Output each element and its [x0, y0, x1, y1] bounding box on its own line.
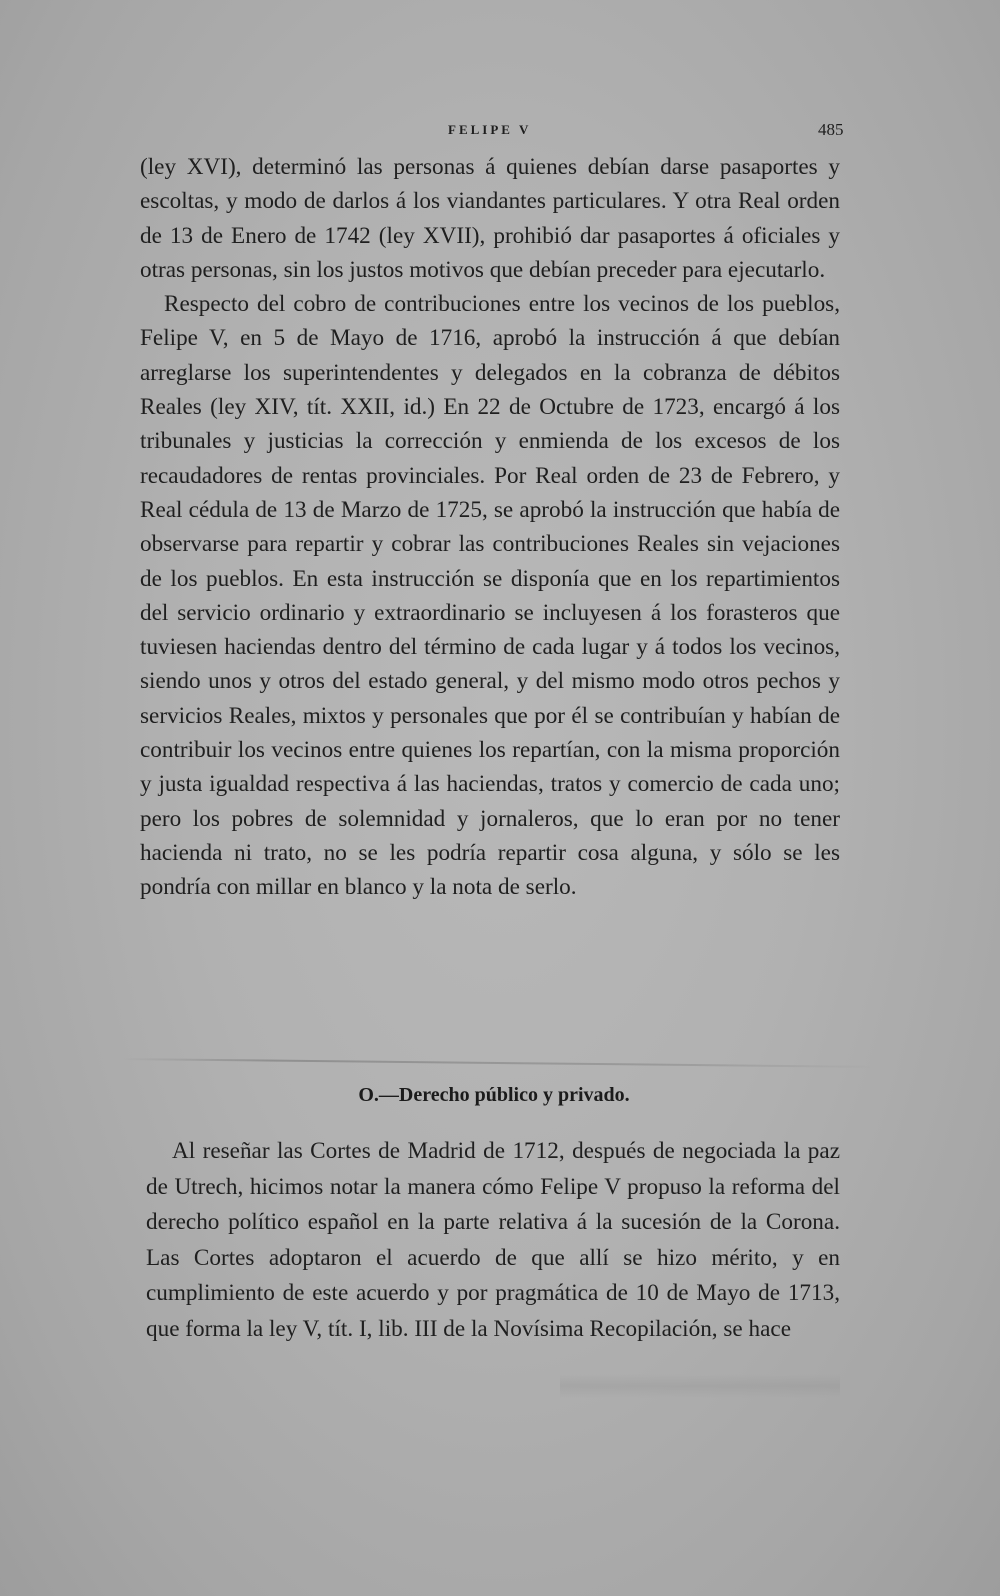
ink-bleed-through [560, 1374, 840, 1398]
main-text [140, 150, 840, 905]
running-title: FELIPE V [448, 122, 532, 137]
page-number: 485 [818, 120, 844, 139]
paper-fold-line [120, 1058, 880, 1068]
paragraph: (ley XVI), determinó las personas á quienes debían darse pasaportes y escoltas, y modo de darlos á los viandantes particulares. Y otra Real orden de 13 de Enero de 1742 (ley XVII), prohibió dar pasaportes á oficiales y otras personas, sin los justos motivos que debían preceder para ejecutarlo. [140, 154, 840, 283]
running-head [0, 122, 1000, 144]
section-heading: O.—Derecho público y privado. [358, 1084, 630, 1106]
section-text [146, 1134, 840, 1347]
paragraph: Respecto del cobro de contribuciones entre los vecinos de los pueblos, Felipe V, en 5 de Mayo de 1716, aprobó la instrucción á que debían arreglarse los superintendentes y delegados en la cobranza de débitos Reales (ley XIV, tít. XXII, id.) En 22 de Octubre de 1723, encargó á los tribunales y justicias la corrección y enmienda de los excesos de los recaudadores de rentas provinciales. Por Real orden de 23 de Febrero, y Real cédula de 13 de Marzo de 1725, se aprobó la instrucción que había de observarse para repartir y cobrar las contribuciones Reales sin vejaciones de los pueblos. En esta instrucción se disponía que en los repartimientos del servicio ordinario y extraordinario se incluyesen á los forasteros que tuviesen haciendas dentro del término de cada lugar y á todos los vecinos, siendo unos y otros del estado general, y del mismo modo otros pechos y servicios Reales, mixtos y personales que por él se contribuían y habían de contribuir los vecinos entre quienes los repartían, con la misma proporción y justa igualdad respectiva á las haciendas, tratos y comercio de cada uno; pero los pobres de solemnidad y jornaleros, que lo eran por no tener hacienda ni trato, no se les podría repartir cosa alguna, y sólo se les pondría con millar en blanco y la nota de serlo. [140, 291, 840, 901]
paragraph: Al reseñar las Cortes de Madrid de 1712, después de negociada la paz de Utrech, hicimos notar la manera cómo Felipe V propuso la reforma del derecho político español en la parte relativa á la sucesión de la Corona. Las Cortes adoptaron el acuerdo de que allí se hizo mérito, y en cumplimiento de este acuerdo y por pragmática de 10 de Mayo de 1713, que forma la ley V, tít. I, lib. III de la Novísima Recopilación, se hace [146, 1138, 840, 1342]
